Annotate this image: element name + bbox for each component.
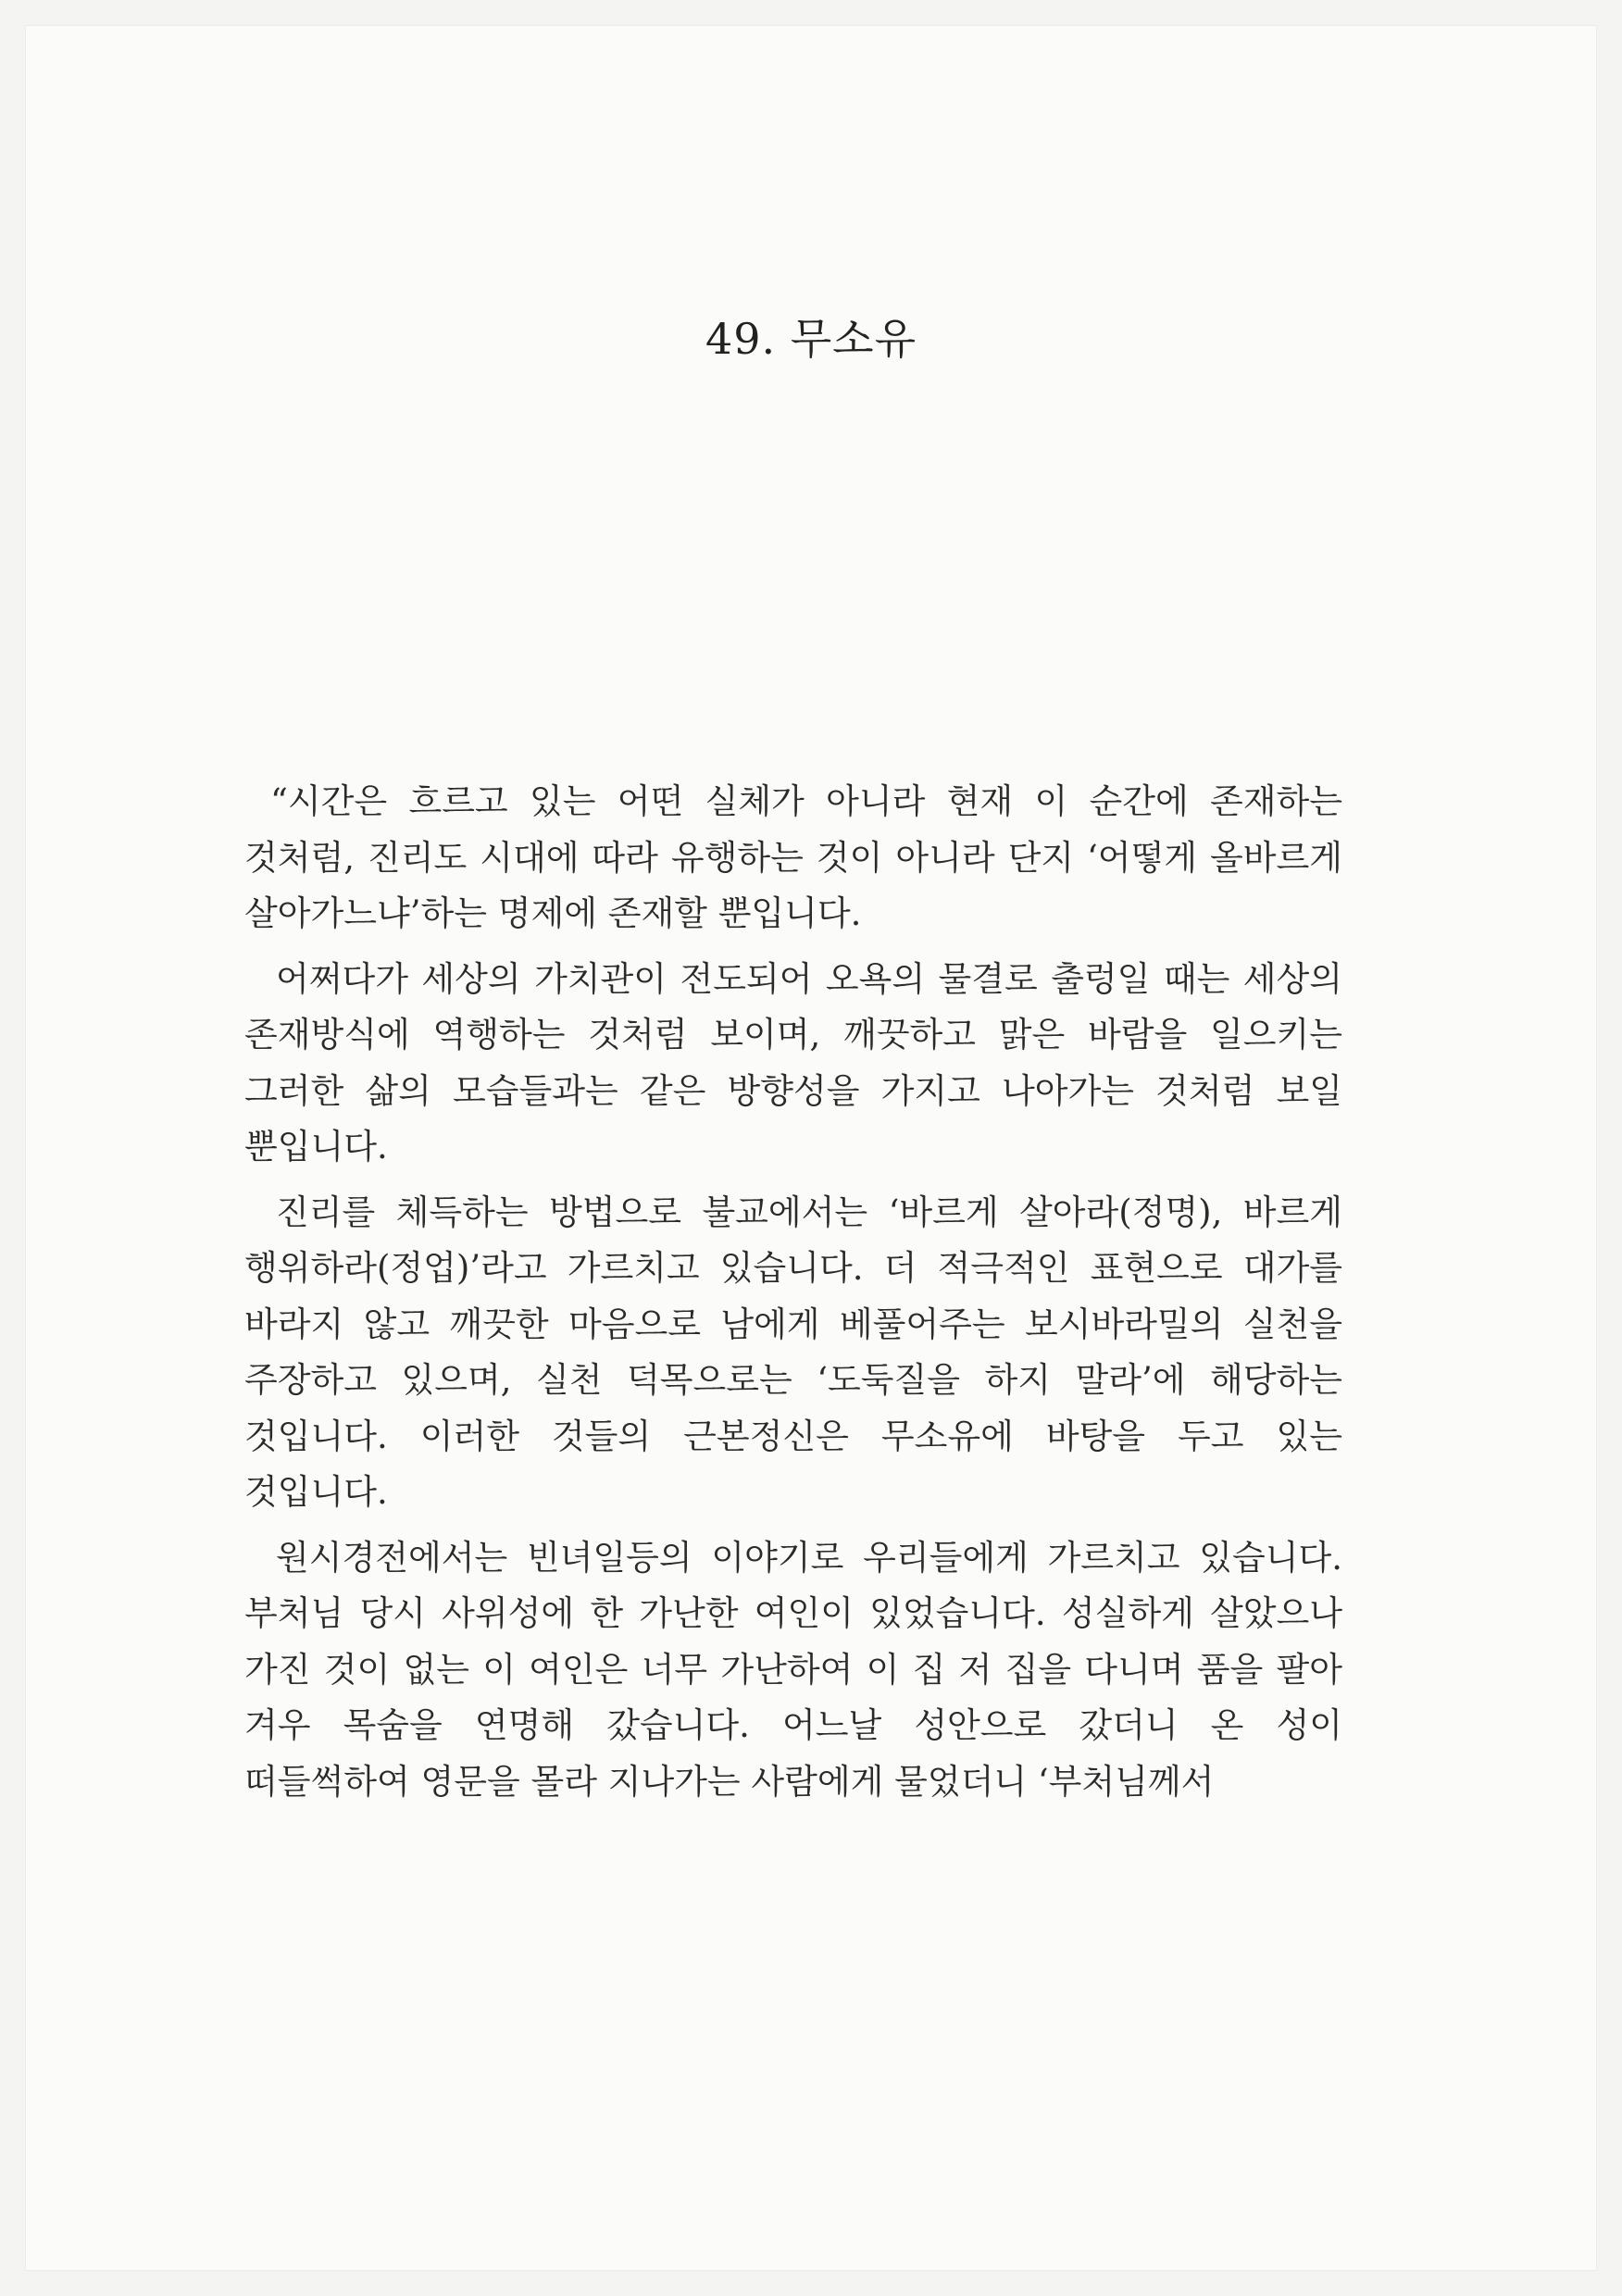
page-title: 49. 무소유 <box>705 314 917 364</box>
body-text <box>244 774 1342 1819</box>
paragraph-1: “시간은 흐르고 있는 어떤 실체가 아니라 현재 이 순간에 존재하는 것처럼, 진리도 시대에 따라 유행하는 것이 아니라 단지 ‘어떻게 올바르게 살아가느냐’하는 명제에 존재할 뿐입니다. <box>244 781 1342 933</box>
paragraph-2: 어쩌다가 세상의 가치관이 전도되어 오욕의 물결로 출렁일 때는 세상의 존재방식에 역행하는 것처럼 보이며, 깨끗하고 맑은 바람을 일으키는 그러한 삶의 모습들과는 같은 방향성을 가지고 나아가는 것처럼 보일 뿐입니다. <box>244 958 1342 1167</box>
paragraph-4: 원시경전에서는 빈녀일등의 이야기로 우리들에게 가르치고 있습니다. 부처님 당시 사위성에 한 가난한 여인이 있었습니다. 성실하게 살았으나 가진 것이 없는 이 여인은 너무 가난하여 이 집 저 집을 다니며 품을 팔아 겨우 목숨을 연명해 갔습니다. 어느날 성안으로 갔더니 온 성이 떠들썩하여 영문을 몰라 지나가는 사람에게 물었더니 ‘부처님께서 <box>244 1537 1342 1802</box>
paragraph-3: 진리를 체득하는 방법으로 불교에서는 ‘바르게 살아라(정명), 바르게 행위하라(정업)’라고 가르치고 있습니다. 더 적극적인 표현으로 대가를 바라지 않고 깨끗한 마음으로 남에게 베풀어주는 보시바라밀의 실천을 주장하고 있으며, 실천 덕목으로는 ‘도둑질을 하지 말라’에 해당하는 것입니다. 이러한 것들의 근본정신은 무소유에 바탕을 두고 있는 것입니다. <box>244 1192 1342 1512</box>
